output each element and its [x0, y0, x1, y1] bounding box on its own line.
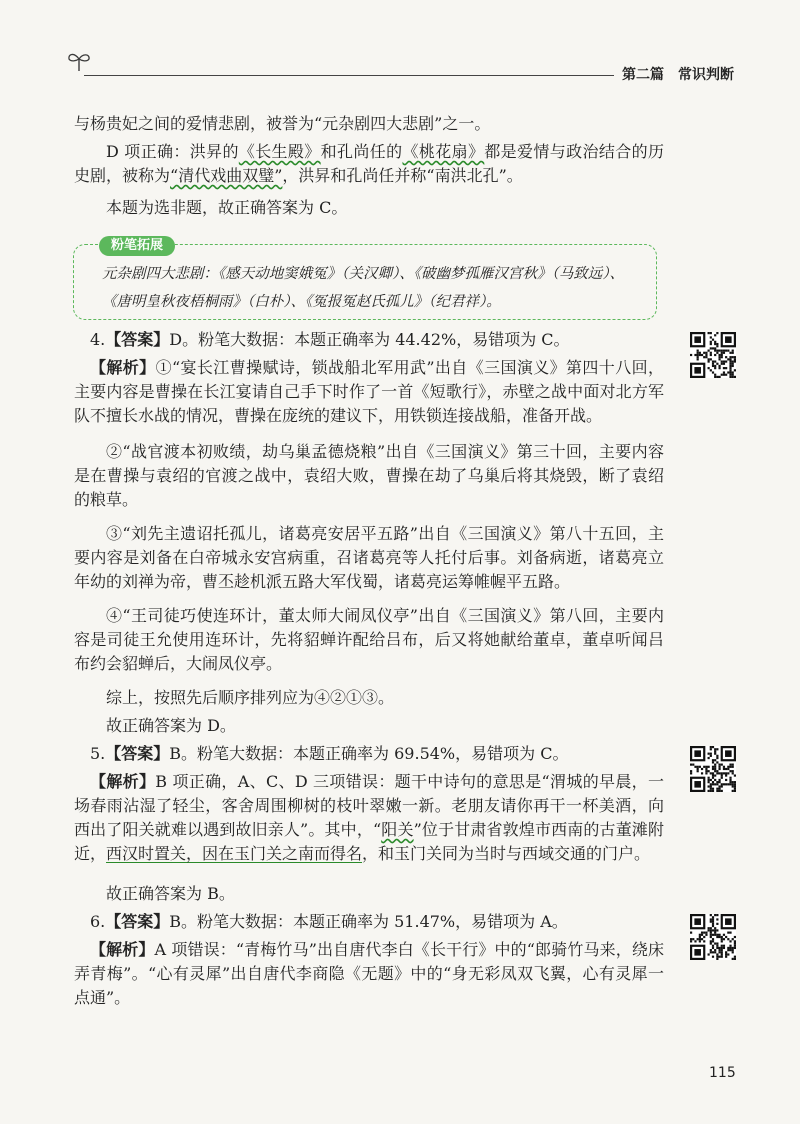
q6-answer: 6.【答案】B。粉笔大数据：本题正确率为 51.47%，易错项为 A。	[90, 912, 568, 931]
q6-analysis: 【解析】A 项错误：“青梅竹马”出自唐代李白《长干行》中的“郎骑竹马来，绕床弄青梅”。“心有灵犀”出自唐代李商隐《无题》中的“身无彩凤双飞翼，心有灵犀一点通”。	[74, 940, 664, 1007]
q5-conclusion: 故正确答案为 B。	[106, 884, 235, 903]
extension-tag: 粉笔拓展	[99, 236, 175, 256]
paragraph-answer-c: 本题为选非题，故正确答案为 C。	[106, 198, 348, 217]
q4-analysis-1: 【解析】①“宴长江曹操赋诗，锁战船北军用武”出自《三国演义》第四十八回，主要内容是曹操在长江宴请自己手下时作了一首《短歌行》，赤壁之战中面对北方军队不擅长水战的情况，曹操在庞统的建议下，用铁锁连接战船，准备开战。	[74, 358, 664, 425]
q4-conclusion: 故正确答案为 D。	[106, 716, 236, 735]
extension-text: 元杂剧四大悲剧：《感天动地窦娥冤》（关汉卿）、《破幽梦孤雁汉宫秋》（马致远）、《唐明皇秋夜梧桐雨》（白朴）、《冤报冤赵氏孤儿》（纪君祥）。	[102, 266, 624, 310]
q4-analysis-2: ②“战官渡本初败绩，劫乌巢孟德烧粮”出自《三国演义》第三十回，主要内容是在曹操与袁绍的官渡之战中，袁绍大败，曹操在劫了乌巢后将其烧毁，断了袁绍的粮草。	[74, 442, 664, 509]
qr-code-icon[interactable]	[690, 914, 736, 960]
qr-code-icon[interactable]	[690, 332, 736, 378]
sprout-icon	[66, 50, 92, 72]
q4-analysis-4: ④“王司徒巧使连环计，董太师大闹凤仪亭”出自《三国演义》第八回，主要内容是司徒王允使用连环计，先将貂蝉许配给吕布，后又将她献给董卓，董卓听闻吕布约会貂蝉后，大闹凤仪亭。	[74, 606, 664, 673]
page-number: 115	[709, 1065, 736, 1081]
paragraph-continuation: 与杨贵妃之间的爱情悲剧，被誉为“元杂剧四大悲剧”之一。	[74, 114, 491, 133]
q4-answer: 4.【答案】D。粉笔大数据：本题正确率为 44.42%，易错项为 C。	[90, 330, 570, 349]
header-part: 第二篇	[622, 67, 664, 83]
qr-code-icon[interactable]	[690, 746, 736, 792]
paragraph-option-d: D 项正确：洪昇的《长生殿》和孔尚任的《桃花扇》都是爱情与政治结合的历史剧，被称为“清代戏曲双璧”，洪昇和孔尚任并称“南洪北孔”。	[74, 142, 664, 185]
header-title	[622, 64, 748, 84]
q5-analysis: 【解析】B 项正确，A、C、D 三项错误：题干中诗句的意思是“渭城的早晨，一场春雨沾湿了轻尘，客舍周围柳树的枝叶翠嫩一新。老朋友请你再干一杯美酒，向西出了阳关就难以遇到故旧亲人”。其中，“阳关”位于甘肃省敦煌市西南的古董滩附近，西汉时置关，因在玉门关之南而得名，和玉门关同为当时与西域交通的门户。	[74, 772, 664, 863]
q4-analysis-3: ③“刘先主遗诏托孤儿，诸葛亮安居平五路”出自《三国演义》第八十五回，主要内容是刘备在白帝城永安宫病重，召诸葛亮等人托付后事。刘备病逝，诸葛亮立年幼的刘禅为帝，曹丕趁机派五路大军伐蜀，诸葛亮运筹帷幄平五路。	[74, 524, 664, 591]
header-section: 常识判断	[678, 67, 734, 83]
q5-answer: 5.【答案】B。粉笔大数据：本题正确率为 69.54%，易错项为 C。	[90, 744, 569, 763]
header-rule	[84, 75, 614, 76]
q4-summary: 综上，按照先后顺序排列应为④②①③。	[106, 688, 395, 707]
